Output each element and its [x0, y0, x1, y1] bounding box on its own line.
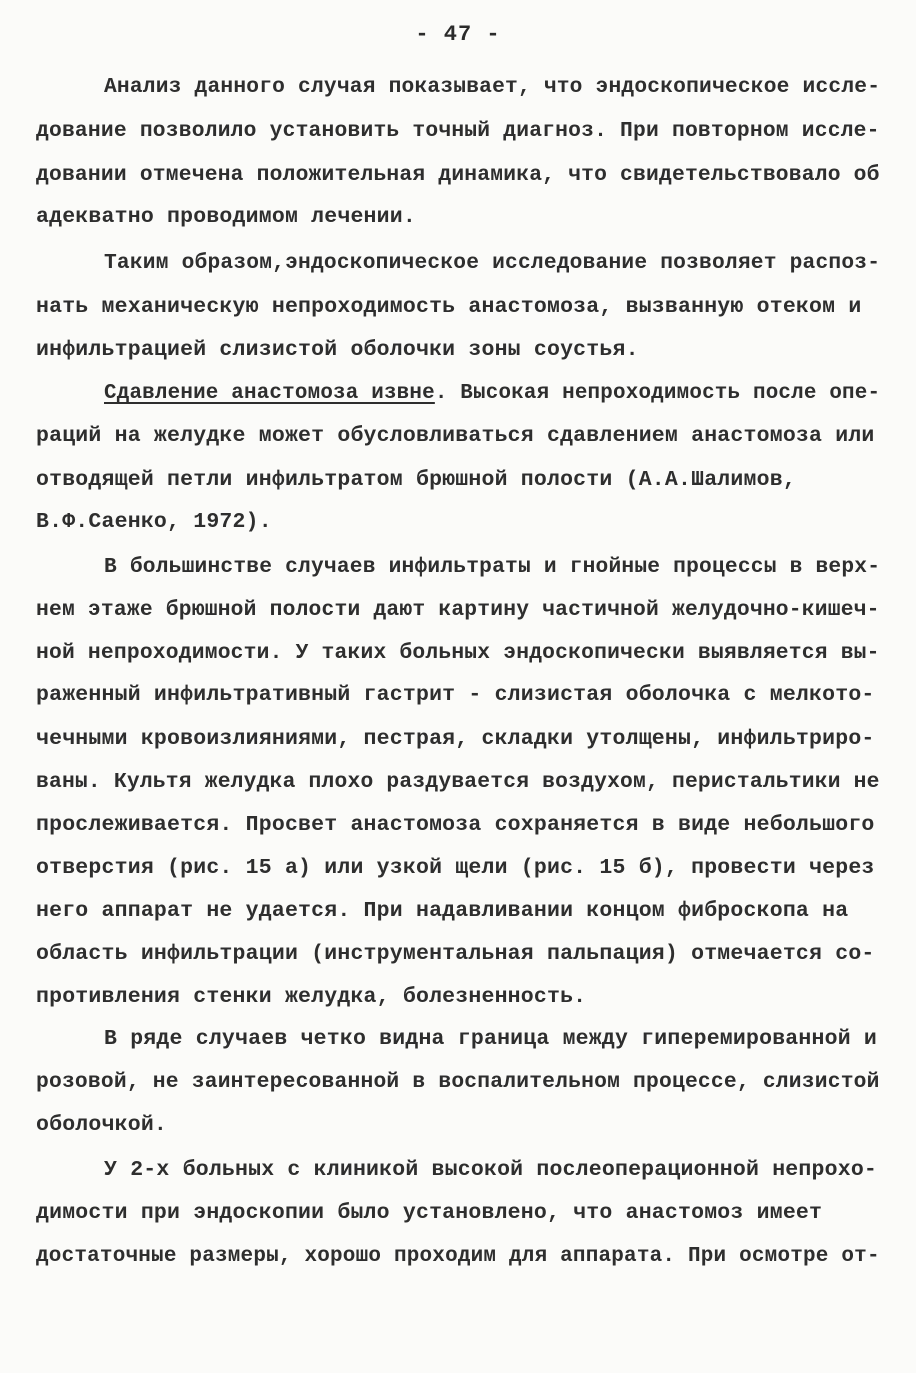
text-line: раций на желудке может обусловливаться сдавлением анастомоза или	[36, 424, 875, 448]
text-line: оболочкой.	[36, 1113, 168, 1137]
section-heading-line	[104, 378, 880, 408]
text-line: него аппарат не удается. При надавливании концом фиброскопа на	[36, 899, 849, 923]
text-line: область инфильтрации (инструментальная пальпация) отмечается со-	[36, 942, 875, 966]
text-line: чечными кровоизлияниями, пестрая, складки утолщены, инфильтриро-	[36, 727, 875, 751]
text-line: раженный инфильтративный гастрит - слизистая оболочка с мелкото-	[36, 683, 875, 707]
text-line: прослеживается. Просвет анастомоза сохраняется в виде небольшого	[36, 813, 875, 837]
text-line: В.Ф.Саенко, 1972).	[36, 510, 272, 534]
text-line: ной непроходимости. У таких больных эндоскопически выявляется вы-	[36, 641, 880, 665]
text-line: розовой, не заинтересованной в воспалительном процессе, слизистой	[36, 1070, 880, 1094]
text-line: ваны. Культя желудка плохо раздувается воздухом, перистальтики не	[36, 770, 880, 794]
text-line: адекватно проводимом лечении.	[36, 205, 416, 229]
text-line: отверстия (рис. 15 а) или узкой щели (рис. 15 б), провести через	[36, 856, 875, 880]
page-number: - 47 -	[415, 22, 501, 47]
text-line: отводящей петли инфильтратом брюшной полости (А.А.Шалимов,	[36, 468, 796, 492]
text-line: достаточные размеры, хорошо проходим для аппарата. При осмотре от-	[36, 1244, 880, 1268]
text-line: димости при эндоскопии было установлено, что анастомоз имеет	[36, 1201, 823, 1225]
text-line: У 2-х больных с клиникой высокой послеоперационной непрохо-	[104, 1158, 878, 1182]
text-line: В большинстве случаев инфильтраты и гнойные процессы в верх-	[104, 555, 881, 579]
heading-line-rest: . Высокая непроходимость после опе-	[434, 381, 881, 405]
text-line: нать механическую непроходимость анастомоза, вызванную отеком и	[36, 295, 862, 319]
text-line: противления стенки желудка, болезненность.	[36, 985, 587, 1009]
text-line: довании отмечена положительная динамика, что свидетельствовало об	[36, 163, 880, 187]
text-line: В ряде случаев четко видна граница между гиперемированной и	[104, 1027, 878, 1051]
text-line: нем этаже брюшной полости дают картину частичной желудочно-кишеч-	[36, 598, 880, 622]
text-line: Таким образом,эндоскопическое исследование позволяет распоз-	[104, 251, 881, 275]
text-line: инфильтрацией слизистой оболочки зоны соустья.	[36, 338, 639, 362]
text-line: Анализ данного случая показывает, что эндоскопическое иссле-	[104, 75, 881, 99]
section-heading: Сдавление анастомоза извне	[104, 381, 435, 405]
text-line: дование позволило установить точный диагноз. При повторном иссле-	[36, 119, 880, 143]
